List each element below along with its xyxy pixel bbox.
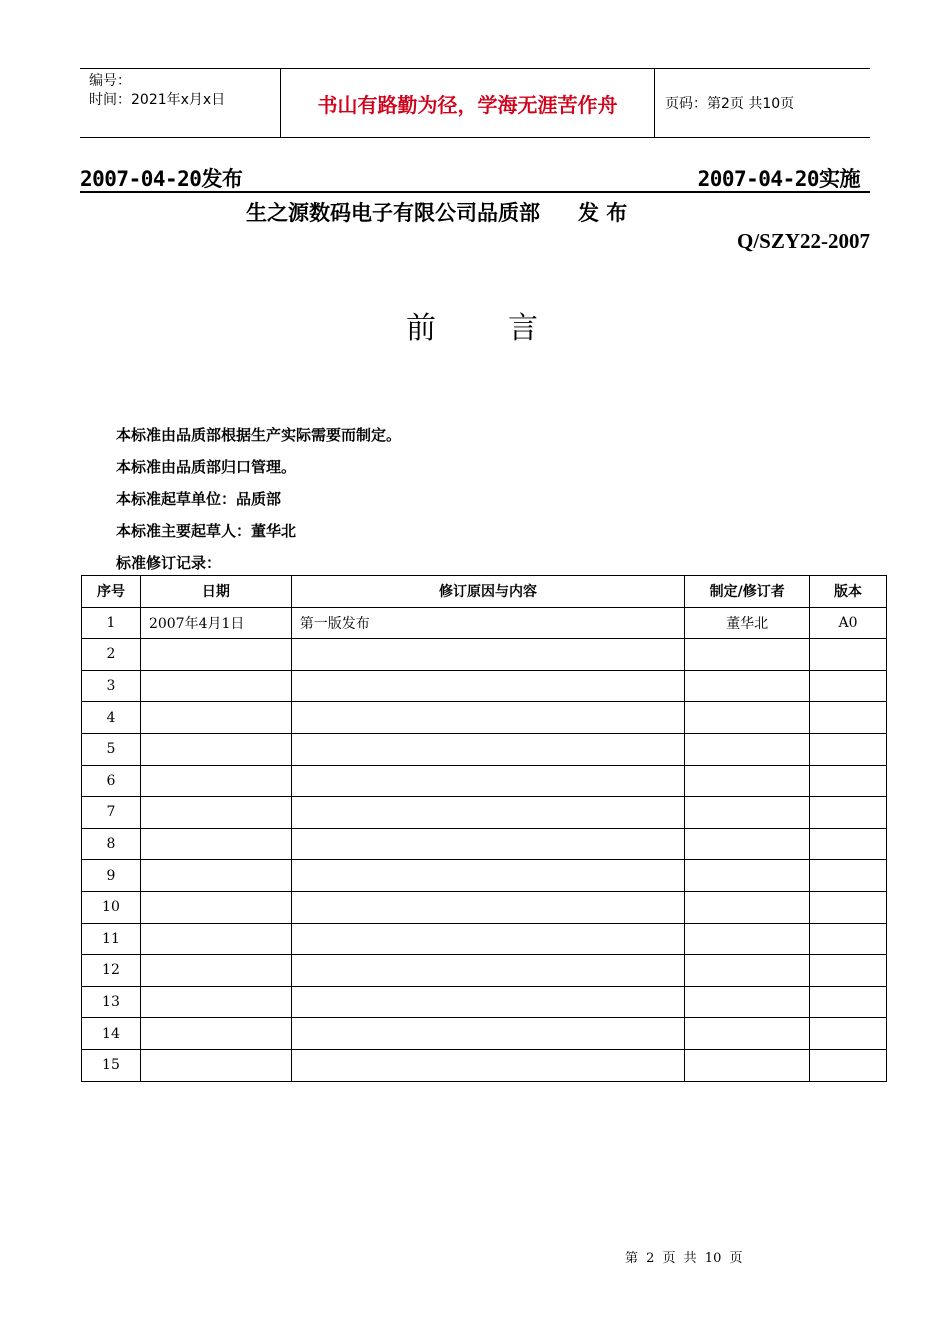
page-footer: 第 2 页 共 10 页 — [625, 1251, 743, 1266]
table-row — [82, 986, 887, 1018]
section-title: 前言 — [406, 311, 610, 346]
cell-version — [810, 797, 887, 829]
cell-date — [140, 828, 291, 860]
number-label: 编号： — [89, 73, 131, 89]
cell-content: 第一版发布 — [291, 607, 684, 639]
cell-author — [685, 891, 810, 923]
paragraph: 本标准由品质部归口管理。 — [116, 458, 297, 476]
company-name: 生之源数码电子有限公司品质部 — [246, 201, 540, 225]
table-row — [82, 891, 887, 923]
table-row — [82, 765, 887, 797]
cell-author — [685, 828, 810, 860]
cell-seq: 13 — [82, 986, 141, 1018]
cell-author — [685, 702, 810, 734]
cell-date — [140, 923, 291, 955]
cell-content — [291, 955, 684, 987]
cell-content — [291, 860, 684, 892]
cell-content — [291, 797, 684, 829]
cell-author — [685, 670, 810, 702]
cell-version — [810, 828, 887, 860]
cell-version — [810, 955, 887, 987]
paragraph: 标准修订记录： — [116, 554, 222, 572]
cell-version — [810, 670, 887, 702]
cell-author — [685, 765, 810, 797]
cell-author — [685, 955, 810, 987]
cell-content — [291, 639, 684, 671]
cell-seq: 15 — [82, 1049, 141, 1081]
cell-version — [810, 860, 887, 892]
cell-seq: 10 — [82, 891, 141, 923]
cell-seq: 8 — [82, 828, 141, 860]
cell-version — [810, 733, 887, 765]
cell-version — [810, 986, 887, 1018]
cell-content — [291, 986, 684, 1018]
revision-table — [81, 575, 887, 1082]
cell-content — [291, 1018, 684, 1050]
table-row — [82, 797, 887, 829]
cell-date — [140, 702, 291, 734]
cell-seq: 3 — [82, 670, 141, 702]
cell-version — [810, 765, 887, 797]
cell-content — [291, 702, 684, 734]
cell-date: 2007年4月1日 — [140, 607, 291, 639]
cell-date — [140, 765, 291, 797]
company-line — [246, 197, 627, 227]
cell-seq: 1 — [82, 607, 141, 639]
cell-date — [140, 891, 291, 923]
header-version: 版本 — [810, 576, 887, 608]
cell-seq: 9 — [82, 860, 141, 892]
cell-version — [810, 923, 887, 955]
cell-version: A0 — [810, 607, 887, 639]
cell-date — [140, 797, 291, 829]
header-motto: 书山有路勤为径，学海无涯苦作舟 — [281, 69, 655, 137]
cell-author — [685, 923, 810, 955]
cell-date — [140, 955, 291, 987]
time-label: 时间：2021年x月x日 — [89, 92, 226, 108]
cell-seq: 2 — [82, 639, 141, 671]
table-row — [82, 702, 887, 734]
cell-date — [140, 860, 291, 892]
cell-version — [810, 891, 887, 923]
cell-seq: 4 — [82, 702, 141, 734]
cell-author — [685, 797, 810, 829]
publish-date: 2007-04-20发布 — [80, 167, 243, 191]
table-row — [82, 955, 887, 987]
header-meta — [80, 69, 281, 137]
table-row — [82, 1018, 887, 1050]
cell-date — [140, 986, 291, 1018]
cell-author: 董华北 — [685, 607, 810, 639]
cell-author — [685, 1049, 810, 1081]
header-page-info: 页码：第2页 共10页 — [665, 96, 795, 112]
cell-date — [140, 1018, 291, 1050]
paragraph: 本标准起草单位：品质部 — [116, 490, 282, 508]
cell-version — [810, 702, 887, 734]
cell-author — [685, 733, 810, 765]
cell-version — [810, 1018, 887, 1050]
table-row — [82, 828, 887, 860]
document-header — [80, 68, 870, 138]
cell-author — [685, 986, 810, 1018]
table-row — [82, 733, 887, 765]
issue-line — [80, 163, 870, 193]
cell-date — [140, 670, 291, 702]
cell-content — [291, 828, 684, 860]
cell-version — [810, 1049, 887, 1081]
table-row — [82, 860, 887, 892]
header-author: 制定/修订者 — [685, 576, 810, 608]
header-date: 日期 — [140, 576, 291, 608]
cell-content — [291, 670, 684, 702]
cell-seq: 12 — [82, 955, 141, 987]
cell-date — [140, 733, 291, 765]
cell-content — [291, 923, 684, 955]
cell-date — [140, 639, 291, 671]
table-header-row — [82, 576, 887, 608]
cell-author — [685, 860, 810, 892]
paragraph: 本标准由品质部根据生产实际需要而制定。 — [116, 426, 402, 444]
cell-content — [291, 733, 684, 765]
cell-seq: 14 — [82, 1018, 141, 1050]
implement-date: 2007-04-20实施 — [697, 167, 860, 191]
document-code: Q/SZY22-2007 — [736, 229, 870, 253]
header-content: 修订原因与内容 — [291, 576, 684, 608]
paragraph: 本标准主要起草人：董华北 — [116, 522, 297, 540]
cell-seq: 6 — [82, 765, 141, 797]
cell-seq: 11 — [82, 923, 141, 955]
cell-seq: 7 — [82, 797, 141, 829]
cell-author — [685, 639, 810, 671]
cell-author — [685, 1018, 810, 1050]
company-action: 发 布 — [578, 201, 628, 225]
cell-version — [810, 639, 887, 671]
table-row — [82, 670, 887, 702]
table-row — [82, 639, 887, 671]
table-row — [82, 1049, 887, 1081]
header-seq: 序号 — [82, 576, 141, 608]
cell-content — [291, 1049, 684, 1081]
cell-seq: 5 — [82, 733, 141, 765]
table-row — [82, 923, 887, 955]
cell-content — [291, 765, 684, 797]
cell-date — [140, 1049, 291, 1081]
table-row — [82, 607, 887, 639]
cell-content — [291, 891, 684, 923]
